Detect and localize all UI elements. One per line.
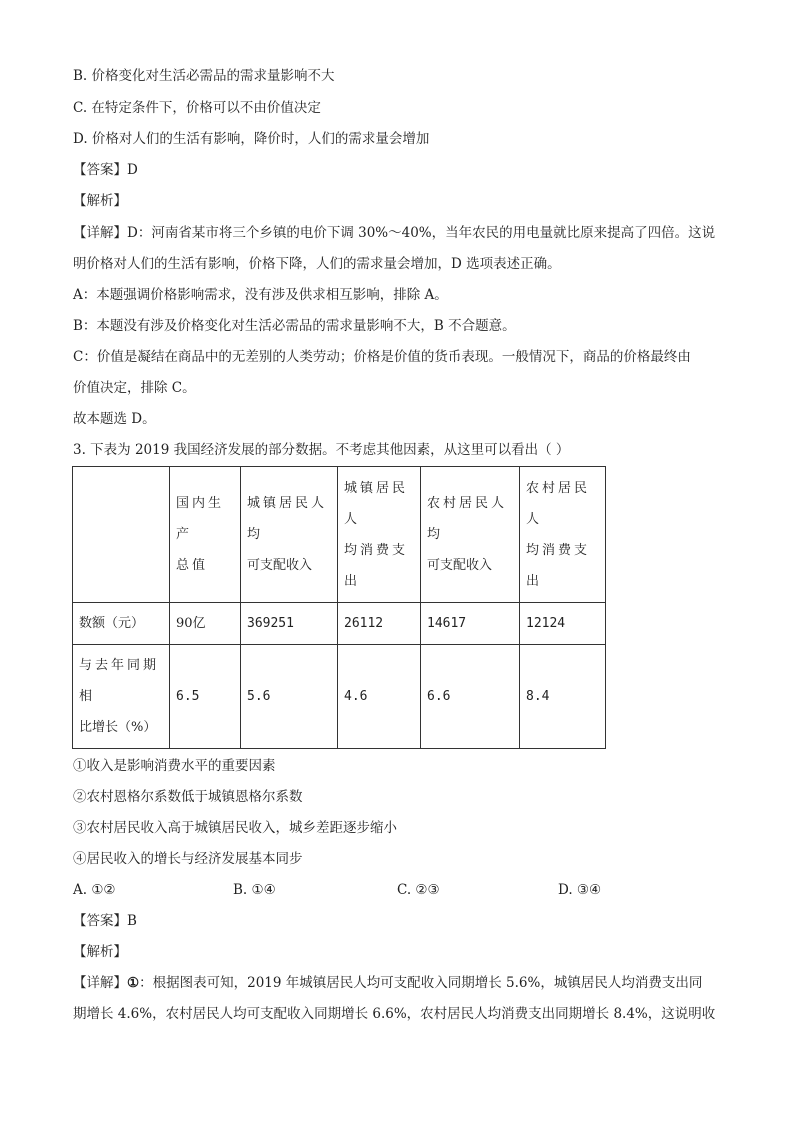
header-text: 城镇居民人 (247, 496, 328, 511)
header-gdp (170, 467, 241, 603)
cell-gdp-growth: 6.5 (170, 645, 241, 749)
cell-rural-consumption-amount: 12124 (520, 603, 606, 645)
header-urban-consumption (338, 467, 421, 603)
question-stem: 3. 下表为 2019 我国经济发展的部分数据。不考虑其他因素，从这里可以看出（ ） (73, 442, 570, 458)
choice-b: B. ①④ (233, 882, 276, 898)
table-corner-cell (73, 467, 170, 603)
cell-urban-consumption-growth: 4.6 (338, 645, 421, 749)
choice-d: D. ③④ (558, 882, 602, 898)
header-text: 农村居民 (526, 480, 591, 496)
header-text: 出 (344, 573, 361, 589)
cell-rural-income-amount: 14617 (421, 603, 520, 645)
header-text: 人 (344, 511, 361, 527)
analysis-b: B：本题没有涉及价格变化对生活必需品的需求量影响不大，B 不合题意。 (73, 318, 516, 334)
option-b: B. 价格变化对生活必需品的需求量影响不大 (73, 68, 335, 84)
header-rural-income (421, 467, 520, 603)
detail-text: ：根据图表可知，2019 年城镇居民人均可支配收入同期增长 5.6%，城镇居民人均消费支出同 (139, 975, 703, 991)
statement-1: ①收入是影响消费水平的重要因素 (73, 758, 276, 774)
statement-4: ④居民收入的增长与经济发展基本同步 (73, 851, 303, 867)
cell-rural-income-growth: 6.6 (421, 645, 520, 749)
table-row-growth (73, 645, 606, 749)
analysis-tag: 【解析】 (73, 193, 127, 209)
conclusion: 故本题选 D。 (73, 411, 156, 427)
option-d: D. 价格对人们的生活有影响，降价时，人们的需求量会增加 (73, 131, 430, 147)
detail-tag: 【详解】 (73, 975, 127, 991)
header-urban-income (241, 467, 338, 603)
cell-urban-income-amount: 369251 (241, 603, 338, 645)
table-row-amount (73, 603, 606, 645)
choice-a: A. ①② (73, 882, 116, 898)
row-label-growth (73, 645, 170, 749)
economic-data-table (72, 466, 606, 749)
cell-urban-income-growth: 5.6 (241, 645, 338, 749)
statement-3: ③农村居民收入高于城镇居民收入，城乡差距逐步缩小 (73, 820, 397, 836)
answer-value: B (127, 913, 137, 929)
choice-c: C. ②③ (397, 882, 440, 898)
header-text: 可支配收入 (427, 558, 493, 573)
header-text: 均消费支 (344, 542, 409, 558)
cell-rural-consumption-growth: 8.4 (520, 645, 606, 749)
answer-tag: 【答案】 (73, 913, 127, 929)
option-c: C. 在特定条件下，价格可以不由价值决定 (73, 100, 321, 116)
analysis-c-2: 价值决定，排除 C。 (73, 380, 196, 396)
header-text: 均消费支 (526, 542, 591, 558)
statement-2: ②农村恩格尔系数低于城镇恩格尔系数 (73, 789, 303, 805)
header-text: 均 (427, 527, 441, 542)
header-text: 可支配收入 (247, 558, 313, 573)
detail-tag: 【详解】 (73, 225, 127, 241)
answer-tag: 【答案】 (73, 162, 127, 178)
detail-line-1 (73, 973, 702, 993)
header-text: 总值 (176, 558, 209, 573)
answer-line (73, 160, 138, 180)
header-text: 国内生 (176, 496, 225, 511)
detail-line-2: 明价格对人们的生活有影响，价格下降，人们的需求量会增加，D 选项表述正确。 (73, 256, 561, 272)
cell-gdp-amount: 90亿 (170, 603, 241, 645)
detail-text: D：河南省某市将三个乡镇的电价下调 30%～40%，当年农民的用电量就比原来提高了四倍。这说 (127, 225, 716, 241)
detail-line-2: 期增长 4.6%，农村居民人均可支配收入同期增长 6.6%，农村居民人均消费支出同期增长 8.4%，这说明收 (73, 1006, 716, 1022)
row-label-text: 比增长（%） (79, 720, 157, 735)
row-label-amount: 数额（元） (73, 603, 170, 645)
answer-value: D (127, 162, 138, 178)
answer-line (73, 911, 137, 931)
analysis-tag: 【解析】 (73, 944, 127, 960)
cell-urban-consumption-amount: 26112 (338, 603, 421, 645)
analysis-a: A：本题强调价格影响需求，没有涉及供求相互影响，排除 A。 (73, 287, 448, 303)
header-text: 人 (526, 511, 543, 527)
header-text: 城镇居民 (344, 480, 409, 496)
analysis-c-1: C：价值是凝结在商品中的无差别的人类劳动；价格是价值的货币表现。一般情况下，商品的价格最终由 (73, 349, 691, 365)
header-text: 农村居民人 (427, 496, 508, 511)
header-text: 产 (176, 527, 193, 542)
row-label-text: 与去年同期 (79, 658, 160, 673)
table-header-row (73, 467, 606, 603)
header-text: 均 (247, 527, 261, 542)
header-rural-consumption (520, 467, 606, 603)
detail-line-1 (73, 223, 715, 243)
row-label-text: 相 (79, 689, 93, 704)
detail-marker: ① (127, 975, 140, 991)
header-text: 出 (526, 573, 543, 589)
